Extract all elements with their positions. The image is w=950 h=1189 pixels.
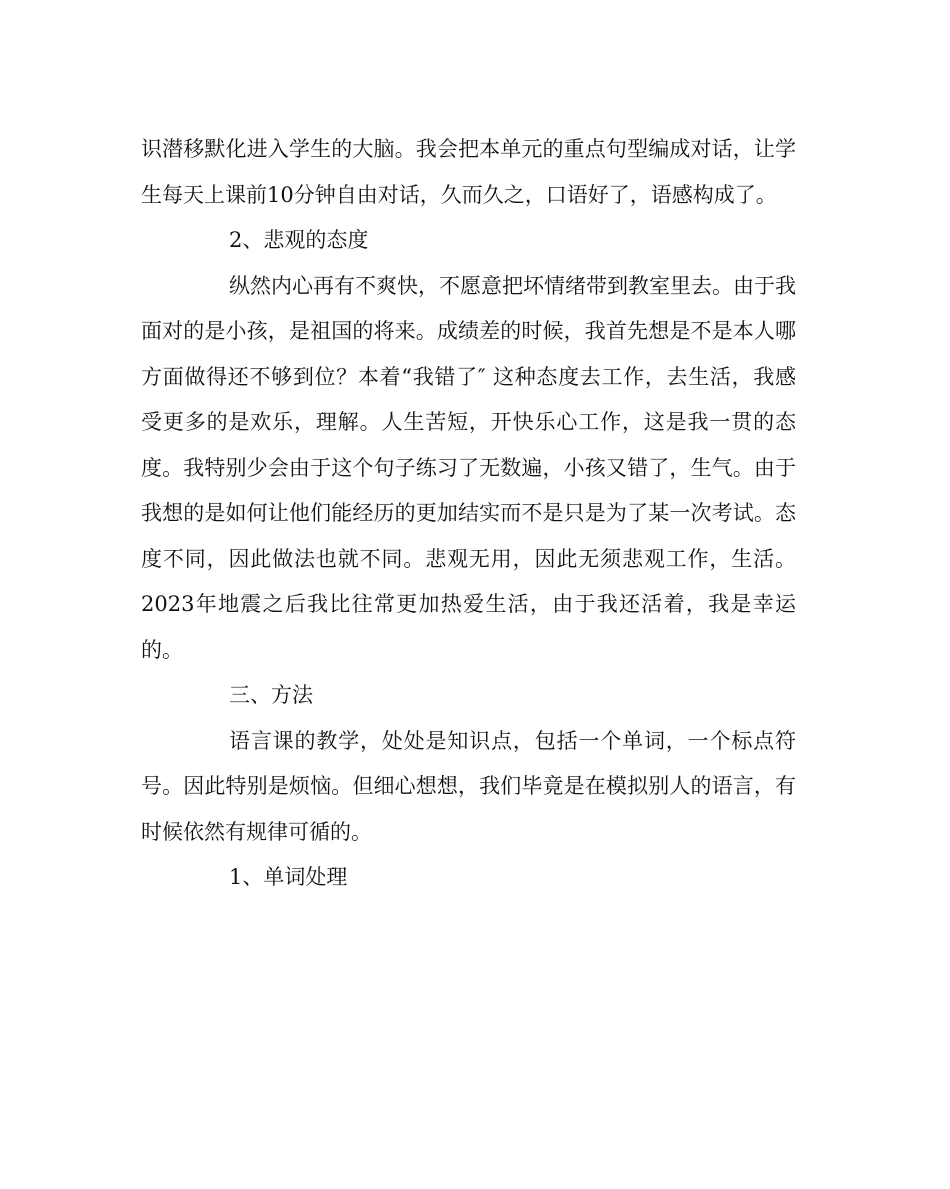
body-paragraph-continued: 识潜移默化进入学生的大脑。我会把本单元的重点句型编成对话，让学生每天上课前10分钟自由对话，久而久之，口语好了，语感构成了。 (141, 137, 796, 207)
section-heading-word-handling: 1、单词处理 (229, 865, 348, 889)
document-body (141, 127, 796, 901)
body-paragraph-methods: 语言课的教学，处处是知识点，包括一个单词，一个标点符号。因此特别是烦恼。但细心想想，我们毕竟是在模拟别人的语言，有时候依然有规律可循的。 (141, 728, 796, 844)
section-heading-methods: 三、方法 (229, 683, 313, 707)
body-paragraph-attitude: 纵然内心再有不爽快，不愿意把坏情绪带到教室里去。由于我面对的是小孩，是祖国的将来。成绩差的时候，我首先想是不是本人哪方面做得还不够到位？本着“我错了″ 这种态度去工作，去生活，我感受更多的是欢乐，理解。人生苦短，开快乐心工作，这是我一贯的态度。我特别少会由于这个句子练习了无数遍，小孩又错了，生气。由于我想的是如何让他们能经历的更加结实而不是只是为了某一次考试。态度不同，因此做法也就不同。悲观无用，因此无须悲观工作，生活。2023年地震之后我比往常更加热爱生活，由于我还活着，我是幸运的。 (141, 273, 796, 662)
section-heading-pessimistic-attitude: 2、悲观的态度 (229, 228, 369, 252)
